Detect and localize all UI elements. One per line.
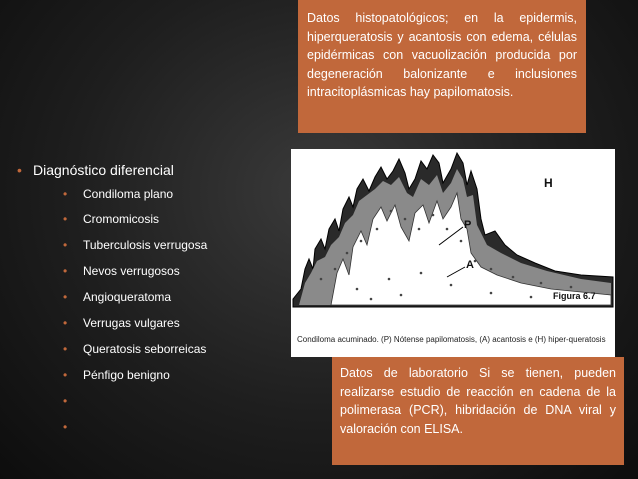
figure-number: Figura 6.7 [553, 291, 596, 301]
bullet-item: • Cromomicosis [63, 212, 160, 226]
histology-drawing [291, 149, 615, 357]
bullet-item: • Pénfigo benigno [63, 368, 170, 382]
bullet-main [17, 162, 174, 178]
histopathology-text: Datos histopatológicos; en la epidermis, hiperqueratosis y acantosis con edema, células epidérmicas con vacuolización producida por degeneración balonizante e inclusiones intracitoplásmicas hay papilomatosis. [307, 11, 577, 100]
label-a: A [466, 259, 474, 271]
bullet-item: • Queratosis seborreicas [63, 342, 207, 356]
bullet-item: • Condiloma plano [63, 187, 174, 201]
figure-caption: Condiloma acuminado. (P) Nótense papilomatosis, (A) acantosis e (H) hiper-queratosis [297, 335, 606, 344]
bullet-item: • Angioqueratoma [63, 290, 172, 304]
bullet-item: • Tuberculosis verrugosa [63, 238, 208, 252]
label-h: H [544, 176, 553, 190]
histology-figure [291, 149, 615, 357]
differential-diagnosis-list: • Diagnóstico diferencial • Condiloma plano • Cromomicosis • Tuberculosis verrugosa • Nevos verrugosos • Angioqueratoma • Verrugas vulgares • Queratosis seborreicas • Pénfigo benigno • • [17, 162, 208, 434]
histopathology-text-box [298, 0, 586, 133]
label-p: P [464, 219, 472, 231]
bullet-main-label: Diagnóstico diferencial [33, 162, 174, 178]
laboratory-text: Datos de laboratorio Si se tienen, pueden realizarse estudio de reacción en cadena de la polimerasa (PCR), hibridación de DNA viral y valoración con ELISA. [340, 366, 616, 436]
bullet-item: • Verrugas vulgares [63, 316, 180, 330]
bullet-item: • Nevos verrugosos [63, 264, 180, 278]
bullet-dot: • [17, 162, 22, 178]
laboratory-text-box [332, 357, 624, 465]
